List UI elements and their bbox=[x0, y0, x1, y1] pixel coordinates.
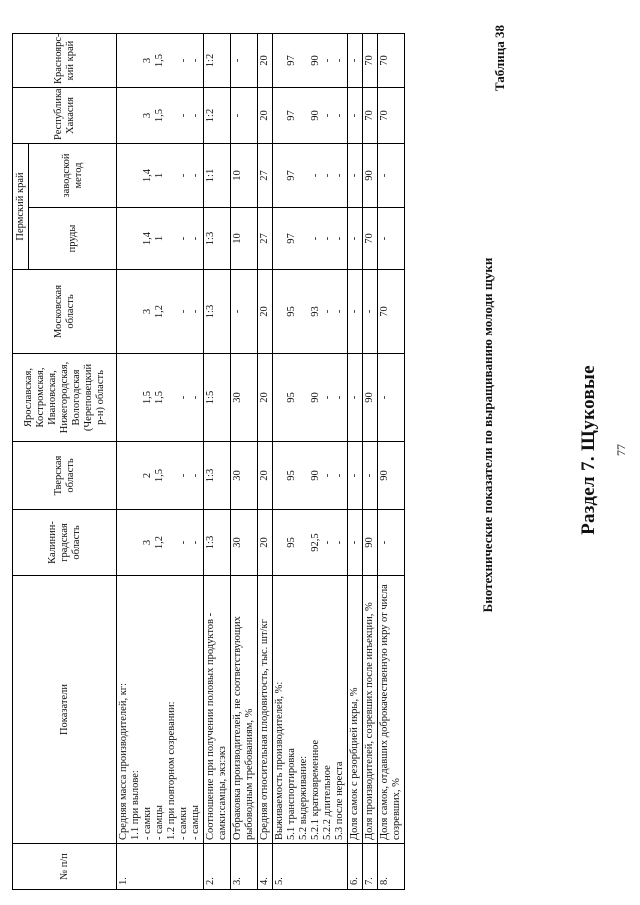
row-number: 5. bbox=[273, 844, 348, 890]
row-value-cell: 3 1,2 - - bbox=[117, 510, 204, 576]
table-row bbox=[258, 34, 273, 890]
row-value-cell: - bbox=[363, 442, 378, 510]
row-indicator: Выживаемость производителей, %: 5.1 транспортировка 5.2 выдерживание: 5.2.1 кратковременное 5.2.2 длительное 5.3 после нереста bbox=[273, 576, 348, 844]
row-value-cell: - bbox=[231, 34, 258, 88]
row-indicator: Доля производителей, созревших после инъекции, % bbox=[363, 576, 378, 844]
row-indicator: Доля самок, отдавших доброкачественную икру от числа созревших, % bbox=[378, 576, 405, 844]
row-value-cell: - bbox=[378, 510, 405, 576]
row-value-cell: 70 bbox=[363, 88, 378, 144]
page-number: 77 bbox=[614, 444, 628, 456]
row-indicator: Средняя масса производителей, кг: 1.1 при вылове: - самки - самцы 1.2 при повторном созревании: - самки - самцы bbox=[117, 576, 204, 844]
row-value-cell: 70 bbox=[378, 270, 405, 354]
row-value-cell: 95 92,5 - - bbox=[273, 510, 348, 576]
row-value-cell: - bbox=[348, 34, 363, 88]
row-value-cell: 70 bbox=[378, 88, 405, 144]
row-value-cell: - bbox=[348, 208, 363, 270]
row-value-cell: - bbox=[348, 442, 363, 510]
row-value-cell: 1:5 bbox=[204, 354, 231, 442]
row-value-cell: 20 bbox=[258, 88, 273, 144]
col-perm-header: Пермский край bbox=[13, 144, 29, 270]
table-row bbox=[204, 34, 231, 890]
row-value-cell: 1:3 bbox=[204, 510, 231, 576]
row-value-cell: 30 bbox=[231, 354, 258, 442]
row-value-cell: - bbox=[348, 354, 363, 442]
table-row bbox=[117, 34, 204, 890]
table-label: Таблица 38 bbox=[492, 25, 507, 92]
row-value-cell: 1,5 1,5 - - bbox=[117, 354, 204, 442]
row-value-cell: 90 bbox=[363, 144, 378, 208]
row-value-cell: 97 90 - - bbox=[273, 34, 348, 88]
col-perm-plant-header: заводской метод bbox=[29, 144, 117, 208]
row-value-cell: - bbox=[231, 88, 258, 144]
row-value-cell: 90 bbox=[378, 442, 405, 510]
row-value-cell: 1:2 bbox=[204, 88, 231, 144]
row-indicator: Средняя относительная плодовитость, тыс. шт/кг bbox=[258, 576, 273, 844]
col-num-header: № п/п bbox=[13, 844, 117, 890]
row-value-cell: 1,4 1 - - bbox=[117, 208, 204, 270]
col-kaliningrad-header: Калинин- градская область bbox=[13, 510, 117, 576]
row-value-cell: 2 1,5 - - bbox=[117, 442, 204, 510]
row-value-cell: 90 bbox=[363, 354, 378, 442]
row-value-cell: 20 bbox=[258, 34, 273, 88]
row-value-cell: - bbox=[348, 144, 363, 208]
row-number: 6. bbox=[348, 844, 363, 890]
row-value-cell: 97 - - - bbox=[273, 144, 348, 208]
row-value-cell: 1:3 bbox=[204, 442, 231, 510]
row-value-cell: 3 1,5 - - bbox=[117, 34, 204, 88]
col-khakassia-header: Республика Хакасия bbox=[13, 88, 117, 144]
col-indicator-header: Показатели bbox=[13, 576, 117, 844]
row-value-cell: - bbox=[348, 510, 363, 576]
row-value-cell: 90 bbox=[363, 510, 378, 576]
row-value-cell: 20 bbox=[258, 354, 273, 442]
col-krasnoyarsk-header: Красноярс- кий край bbox=[13, 34, 117, 88]
table-header bbox=[13, 34, 117, 890]
row-value-cell: 3 1,5 - - bbox=[117, 88, 204, 144]
row-value-cell: 1:3 bbox=[204, 270, 231, 354]
row-number: 3. bbox=[231, 844, 258, 890]
col-tver-header: Тверская область bbox=[13, 442, 117, 510]
row-value-cell: - bbox=[348, 88, 363, 144]
row-value-cell: - bbox=[378, 144, 405, 208]
table-row bbox=[363, 34, 378, 890]
data-table bbox=[12, 33, 405, 890]
row-indicator: Отбраковка производителей, не соответствующих рыбоводным требованиям, % bbox=[231, 576, 258, 844]
row-indicator: Доля самок с резорбцией икры, % bbox=[348, 576, 363, 844]
row-value-cell: 95 93 - - bbox=[273, 270, 348, 354]
row-value-cell: 1:1 bbox=[204, 144, 231, 208]
table-body bbox=[117, 34, 405, 890]
row-indicator: Соотношение при получении половых продуктов - самки:самцы, экз:экз bbox=[204, 576, 231, 844]
table-row bbox=[348, 34, 363, 890]
col-yaroslavl-header: Ярославская, Костромская, Ивановская, Нижегородская, Вологодская (Череповецкий р-н) область bbox=[13, 354, 117, 442]
row-value-cell: 95 90 - - bbox=[273, 354, 348, 442]
col-moscow-header: Московская область bbox=[13, 270, 117, 354]
row-value-cell: 1:2 bbox=[204, 34, 231, 88]
row-value-cell: 27 bbox=[258, 208, 273, 270]
col-perm-ponds-header: пруды bbox=[29, 208, 117, 270]
row-value-cell: 97 - - - bbox=[273, 208, 348, 270]
row-value-cell: - bbox=[348, 270, 363, 354]
row-value-cell: 70 bbox=[363, 208, 378, 270]
row-value-cell: 97 90 - - bbox=[273, 88, 348, 144]
row-value-cell: 20 bbox=[258, 510, 273, 576]
row-value-cell: 1:3 bbox=[204, 208, 231, 270]
row-number: 1. bbox=[117, 844, 204, 890]
table-row bbox=[273, 34, 348, 890]
row-value-cell: 20 bbox=[258, 442, 273, 510]
table-caption: Биотехнические показатели по выращиванию молоди щуки bbox=[480, 257, 495, 613]
row-value-cell: - bbox=[378, 354, 405, 442]
row-number: 8. bbox=[378, 844, 405, 890]
row-value-cell: 1,4 1 - - bbox=[117, 144, 204, 208]
row-value-cell: 30 bbox=[231, 510, 258, 576]
row-value-cell: 27 bbox=[258, 144, 273, 208]
row-value-cell: 10 bbox=[231, 144, 258, 208]
row-number: 7. bbox=[363, 844, 378, 890]
row-value-cell: 3 1,2 - - bbox=[117, 270, 204, 354]
row-value-cell: - bbox=[378, 208, 405, 270]
row-value-cell: - bbox=[363, 270, 378, 354]
row-value-cell: 20 bbox=[258, 270, 273, 354]
row-value-cell: - bbox=[231, 270, 258, 354]
row-value-cell: 70 bbox=[378, 34, 405, 88]
row-value-cell: 70 bbox=[363, 34, 378, 88]
section-title: Раздел 7. Щуковые bbox=[578, 365, 599, 535]
row-value-cell: 95 90 - - bbox=[273, 442, 348, 510]
row-value-cell: 10 bbox=[231, 208, 258, 270]
row-value-cell: 30 bbox=[231, 442, 258, 510]
row-number: 2. bbox=[204, 844, 231, 890]
table-row bbox=[378, 34, 405, 890]
row-number: 4. bbox=[258, 844, 273, 890]
table-row bbox=[231, 34, 258, 890]
